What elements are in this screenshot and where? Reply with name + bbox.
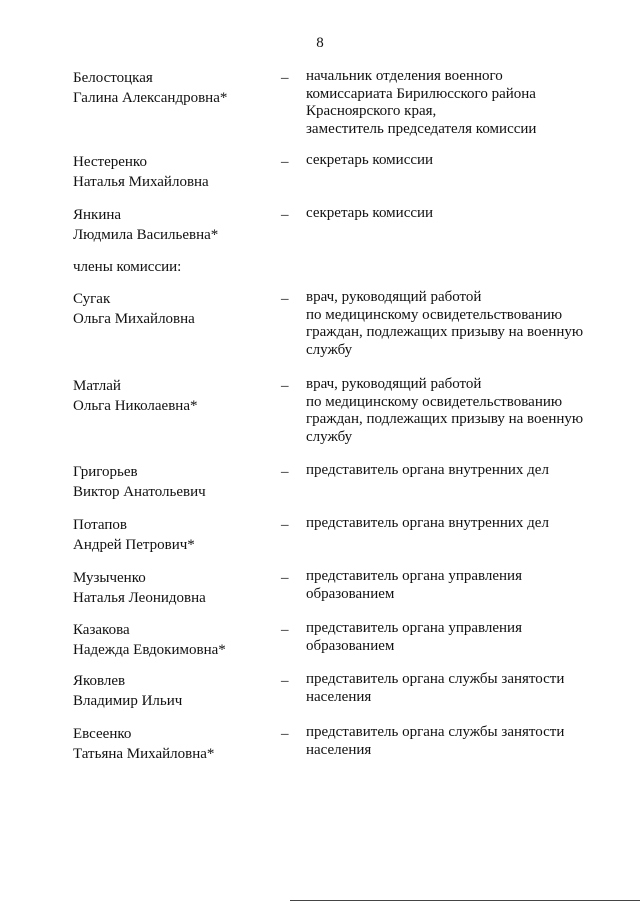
member-role: [306, 724, 606, 759]
dash-separator: –: [281, 70, 289, 86]
role-line: заместитель председателя комиссии: [306, 120, 537, 137]
member-name: [73, 671, 278, 711]
member-name: [73, 68, 278, 108]
member-role: [306, 620, 606, 655]
member-surname: Евсеенко: [73, 726, 132, 742]
member-role: [306, 515, 606, 533]
member-name: [73, 568, 278, 608]
role-line: по медицинскому освидетельствованию: [306, 306, 563, 323]
dash-separator: –: [281, 464, 289, 480]
role-line: граждан, подлежащих призыву на военную: [306, 324, 584, 340]
dash-separator: –: [281, 517, 289, 533]
member-surname: Потапов: [73, 517, 127, 533]
dash-separator: –: [281, 154, 289, 170]
member-role: [306, 152, 606, 170]
member-given-names: Татьяна Михайловна*: [73, 746, 215, 762]
role-line: представитель органа управления: [306, 568, 522, 584]
page-number: 8: [316, 35, 324, 51]
member-given-names: Ольга Михайловна: [73, 311, 195, 327]
member-given-names: Наталья Михайловна: [73, 174, 209, 190]
role-line: населения: [306, 741, 372, 758]
role-line: населения: [306, 688, 372, 705]
member-name: [73, 515, 278, 555]
member-surname: Матлай: [73, 378, 121, 394]
role-line: секретарь комиссии: [306, 152, 434, 168]
members-label: члены комиссии:: [73, 259, 182, 275]
member-surname: Сугак: [73, 291, 111, 307]
role-line: комиссариата Бирилюсского района: [306, 85, 536, 102]
member-role: [306, 205, 606, 223]
role-line: представитель органа управления: [306, 620, 522, 636]
role-line: начальник отделения военного: [306, 68, 503, 84]
dash-separator: –: [281, 570, 289, 586]
role-line: представитель органа внутренних дел: [306, 462, 549, 478]
member-given-names: Владимир Ильич: [73, 693, 183, 709]
member-name: [73, 724, 278, 764]
member-name: [73, 289, 278, 329]
role-line: представитель органа службы занятости: [306, 724, 565, 740]
member-surname: Яковлев: [73, 673, 126, 689]
role-line: секретарь комиссии: [306, 205, 434, 221]
member-surname: Музыченко: [73, 570, 146, 586]
role-line: по медицинскому освидетельствованию: [306, 393, 563, 410]
member-surname: Казакова: [73, 622, 130, 638]
member-role: [306, 376, 606, 446]
role-line: службу: [306, 341, 353, 358]
bottom-rule: [290, 900, 640, 901]
dash-separator: –: [281, 207, 289, 223]
member-name: [73, 376, 278, 416]
member-name: [73, 462, 278, 502]
role-line: Красноярского края,: [306, 103, 437, 119]
dash-separator: –: [281, 378, 289, 394]
member-role: [306, 462, 606, 480]
member-name: [73, 620, 278, 660]
member-given-names: Надежда Евдокимовна*: [73, 642, 226, 658]
role-line: образованием: [306, 585, 395, 602]
member-given-names: Виктор Анатольевич: [73, 484, 206, 500]
role-line: образованием: [306, 637, 395, 654]
member-surname: Григорьев: [73, 464, 138, 480]
member-role: [306, 289, 606, 359]
role-line: представитель органа внутренних дел: [306, 515, 549, 531]
dash-separator: –: [281, 673, 289, 689]
member-surname: Белостоцкая: [73, 70, 153, 86]
dash-separator: –: [281, 622, 289, 638]
member-given-names: Людмила Васильевна*: [73, 227, 219, 243]
role-line: службу: [306, 428, 353, 445]
member-role: [306, 68, 606, 138]
member-name: [73, 205, 278, 245]
role-line: граждан, подлежащих призыву на военную: [306, 411, 584, 427]
member-given-names: Галина Александровна*: [73, 90, 228, 106]
role-line: врач, руководящий работой: [306, 376, 482, 392]
role-line: представитель органа службы занятости: [306, 671, 565, 687]
member-given-names: Наталья Леонидовна: [73, 590, 206, 606]
role-line: врач, руководящий работой: [306, 289, 482, 305]
dash-separator: –: [281, 726, 289, 742]
member-surname: Янкина: [73, 207, 122, 223]
member-role: [306, 568, 606, 603]
member-name: [73, 152, 278, 192]
member-role: [306, 671, 606, 706]
member-given-names: Андрей Петрович*: [73, 537, 195, 553]
member-surname: Нестеренко: [73, 154, 147, 170]
member-given-names: Ольга Николаевна*: [73, 398, 198, 414]
dash-separator: –: [281, 291, 289, 307]
